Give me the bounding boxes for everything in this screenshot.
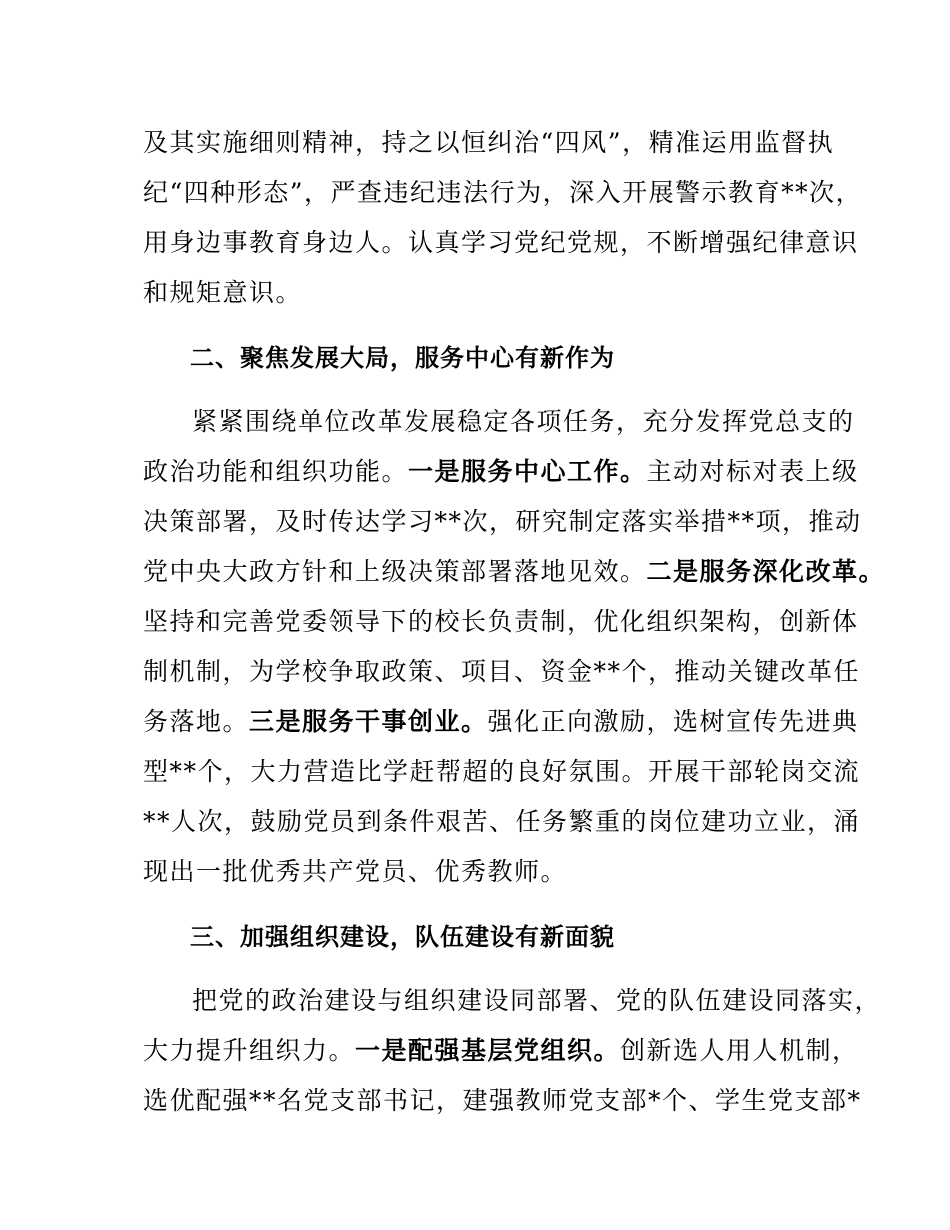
section-2-point-2-title: 二是服务深化改革。: [646, 557, 886, 586]
section-2-heading: 二、聚焦发展大局，服务中心有新作为: [190, 344, 615, 372]
section-2-line-10: 现出一批优秀共产党员、优秀教师。: [143, 857, 568, 886]
section-2-point-3-title: 三是服务干事创业。: [249, 707, 488, 736]
section-3-line-2: [143, 1036, 859, 1066]
section-2-line-7-text-c: 强化正向激励，选树宣传先进典: [487, 707, 859, 736]
intro-line-4: 和规矩意识。: [143, 278, 303, 307]
intro-line-2: 纪“四种形态”，严查违纪违法行为，深入开展警示教育**次，: [143, 178, 863, 207]
section-3-heading: 三、加强组织建设，队伍建设有新面貌: [190, 923, 615, 951]
section-3-point-1-title: 一是配强基层党组织。: [355, 1036, 621, 1065]
section-3-line-2-text-c: 创新选人用人机制，: [620, 1036, 859, 1065]
section-3-line-1: 把党的政治建设与组织建设同部署、党的队伍建设同落实，: [192, 986, 882, 1015]
section-2-line-5: 坚持和完善党委领导下的校长负责制，优化组织架构，创新体: [143, 607, 859, 636]
section-2-line-4: [143, 557, 885, 587]
section-2-line-6: 制机制，为学校争取政策、项目、资金**个，推动关键改革任: [143, 657, 861, 686]
section-2-line-7: [143, 707, 859, 737]
section-2-line-7-text-a: 务落地。: [143, 707, 250, 736]
section-2-line-2-text-c: 主动对标对表上级: [646, 457, 859, 486]
section-2-point-1-title: 一是服务中心工作。: [408, 457, 647, 486]
section-2-line-2-text-a: 政治功能和组织功能。: [143, 457, 409, 486]
section-2-line-8: 型**个，大力营造比学赶帮超的良好氛围。开展干部轮岗交流: [143, 757, 861, 786]
section-3-line-3: 选优配强**名党支部书记，建强教师党支部*个、学生党支部*: [143, 1086, 862, 1115]
section-2-line-3: 决策部署，及时传达学习**次，研究制定落实举措**项，推动: [143, 507, 862, 536]
section-3-line-2-text-a: 大力提升组织力。: [143, 1036, 356, 1065]
section-2-line-4-text-a: 党中央大政方针和上级决策部署落地见效。: [143, 557, 647, 586]
section-2-line-9: **人次，鼓励党员到条件艰苦、任务繁重的岗位建功立业，涌: [143, 807, 861, 836]
section-2-line-2: [143, 457, 859, 487]
section-2-line-1: 紧紧围绕单位改革发展稳定各项任务，充分发挥党总支的: [192, 407, 855, 436]
intro-line-3: 用身边事教育身边人。认真学习党纪党规，不断增强纪律意识: [143, 228, 859, 257]
intro-line-1: 及其实施细则精神，持之以恒纠治“四风”，精准运用监督执: [143, 128, 835, 157]
